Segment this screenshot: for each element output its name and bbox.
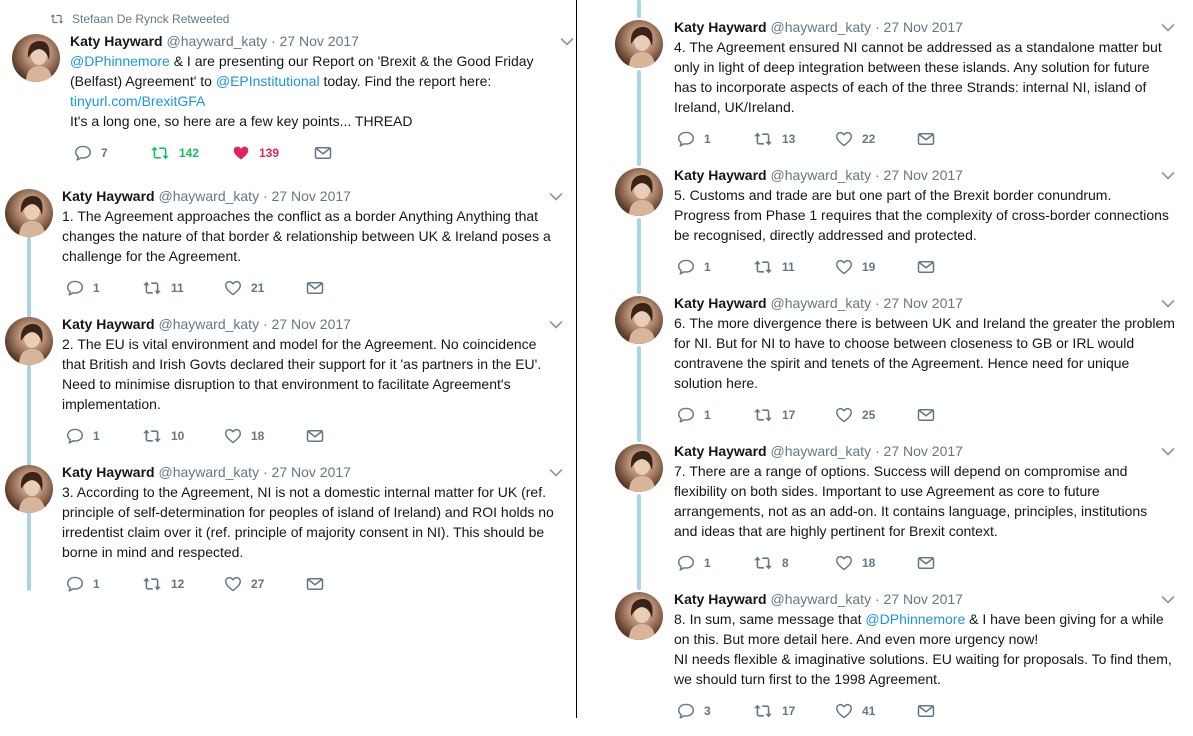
- tweet-text: [62, 482, 562, 562]
- retweet-button[interactable]: [150, 144, 199, 162]
- reply-count: 7: [101, 146, 108, 160]
- text-segment: has to incorporate aspects of each of the three Strands: internal NI, island of: [674, 79, 1147, 95]
- chevron-down-icon[interactable]: [549, 320, 563, 330]
- retweet-button[interactable]: [142, 427, 184, 445]
- text-segment: NI needs flexible & imaginative solutions. EU waiting for proposals. To find them,: [674, 651, 1172, 667]
- tweet-header: [674, 166, 1184, 184]
- tweet-text-line: [62, 206, 562, 226]
- tweet-header: [674, 294, 1184, 312]
- author-handle[interactable]: @hayward_katy: [158, 316, 260, 332]
- tweet-date[interactable]: 27 Nov 2017: [279, 33, 359, 49]
- like-count: 139: [259, 146, 280, 160]
- tweet-actions: [677, 258, 977, 276]
- text-segment: 3. According to the Agreement, NI is not a domestic internal matter for UK (ref.: [62, 484, 546, 500]
- retweet-icon: [753, 703, 773, 719]
- avatar[interactable]: [615, 168, 663, 216]
- thread-connector-line: [637, 494, 641, 590]
- text-segment: borne in mind and respected.: [62, 544, 244, 560]
- tweet-actions: [677, 130, 977, 148]
- reply-count: 1: [704, 556, 711, 570]
- author-handle[interactable]: @hayward_katy: [770, 591, 872, 607]
- tweet-actions: [677, 554, 977, 572]
- message-icon: [917, 704, 935, 718]
- retweet-button[interactable]: [142, 575, 184, 593]
- tweet-actions: [677, 406, 977, 424]
- reply-button[interactable]: [677, 406, 711, 424]
- text-segment: arrangements, not as an add-on. It contains language, principles, institutions: [674, 503, 1148, 519]
- text-segment: 4. The Agreement ensured NI cannot be addressed as a standalone matter but: [674, 39, 1162, 55]
- text-segment: Ireland, UK/Ireland.: [674, 99, 795, 115]
- reply-count: 1: [93, 577, 100, 591]
- like-count: 27: [251, 577, 265, 591]
- text-segment: 1. The Agreement approaches the conflict as a border Anything Anything that: [62, 208, 539, 224]
- like-button[interactable]: [224, 575, 264, 593]
- mention-link[interactable]: @DPhinnemore: [865, 611, 966, 627]
- direct-message-button[interactable]: [917, 702, 935, 720]
- reply-button[interactable]: [677, 130, 711, 148]
- author-name[interactable]: Katy Hayward: [674, 167, 767, 183]
- retweet-button[interactable]: [753, 406, 795, 424]
- tweet-text: [674, 185, 1184, 245]
- like-icon: [835, 407, 853, 423]
- like-button[interactable]: [835, 554, 875, 572]
- tweet-text-line: [674, 669, 1184, 689]
- author-handle[interactable]: @hayward_katy: [770, 295, 872, 311]
- retweet-icon: [142, 576, 162, 592]
- text-segment: challenge for the Agreement.: [62, 248, 242, 264]
- text-segment: irredentist claim over it (ref. principle of majority consent in NI). This should be: [62, 524, 545, 540]
- retweet-button[interactable]: [753, 702, 795, 720]
- tweet-body: [674, 166, 1184, 245]
- retweet-count: 13: [782, 132, 796, 146]
- text-segment: on this. But more detail here. And even more urgency now!: [674, 631, 1039, 647]
- author-name[interactable]: Katy Hayward: [674, 591, 767, 607]
- tweet-text-line: [674, 629, 1184, 649]
- text-segment: & I are presenting our Report on 'Brexit & the Good Friday: [169, 53, 534, 69]
- like-count: 19: [862, 260, 876, 274]
- direct-message-button[interactable]: [306, 427, 324, 445]
- tweet-text-line: [674, 225, 1184, 245]
- retweet-icon: [753, 131, 773, 147]
- tweet-text-line: [62, 542, 562, 562]
- separator-dot: ·: [259, 316, 272, 332]
- reply-button[interactable]: [66, 427, 100, 445]
- tweet-text: [674, 37, 1184, 117]
- direct-message-button[interactable]: [917, 258, 935, 276]
- text-segment: 8. In sum, same message that: [674, 611, 866, 627]
- author-handle[interactable]: @hayward_katy: [770, 19, 872, 35]
- message-icon: [306, 429, 324, 443]
- like-icon: [224, 428, 242, 444]
- reply-icon: [677, 131, 695, 147]
- reply-count: 1: [93, 281, 100, 295]
- tweet-text-line: [674, 501, 1184, 521]
- direct-message-button[interactable]: [314, 144, 332, 162]
- retweet-count: 11: [782, 260, 795, 274]
- tweet-text-line: [62, 374, 562, 394]
- tweet-text: [674, 313, 1184, 393]
- text-segment: be recognised, directly addressed and protected.: [674, 227, 977, 243]
- url-link[interactable]: tinyurl.com/BrexitGFA: [70, 93, 206, 109]
- tweet-body: [674, 18, 1184, 117]
- chevron-down-icon[interactable]: [549, 468, 563, 478]
- text-segment: 7. There are a range of options. Success will depend on compromise and: [674, 463, 1128, 479]
- author-handle[interactable]: @hayward_katy: [166, 33, 268, 49]
- tweet-date[interactable]: 27 Nov 2017: [271, 464, 351, 480]
- retweet-button[interactable]: [753, 258, 795, 276]
- tweet-header: [62, 187, 562, 205]
- like-count: 21: [251, 281, 265, 295]
- tweet-body: [674, 294, 1184, 393]
- separator-dot: ·: [871, 591, 884, 607]
- right-column: [577, 0, 1193, 736]
- tweet-actions: [74, 144, 374, 162]
- retweet-icon: [753, 555, 773, 571]
- separator-dot: ·: [871, 443, 884, 459]
- like-icon: [835, 259, 853, 275]
- tweet-text: [62, 334, 562, 414]
- thread-connector-line: [637, 346, 641, 442]
- tweet-text: [62, 206, 562, 266]
- author-handle[interactable]: @hayward_katy: [770, 167, 872, 183]
- reply-button[interactable]: [677, 258, 711, 276]
- tweet-text-line: [62, 522, 562, 542]
- like-button[interactable]: [835, 258, 875, 276]
- tweet-date[interactable]: 27 Nov 2017: [271, 188, 351, 204]
- tweet-text-line: [674, 521, 1184, 541]
- text-segment: and ideas that are highly pertinent for Brexit context.: [674, 523, 998, 539]
- avatar[interactable]: [615, 592, 663, 640]
- tweet-text: [674, 461, 1184, 541]
- tweet-text-line: [674, 57, 1184, 77]
- tweet-body: [62, 187, 562, 266]
- reply-icon: [66, 576, 84, 592]
- tweet-text-line: [62, 354, 562, 374]
- chevron-down-icon[interactable]: [1161, 447, 1175, 457]
- tweet-text-line: [674, 97, 1184, 117]
- reply-icon: [677, 703, 695, 719]
- tweet-text-line: [62, 246, 562, 266]
- tweet-text-line: [62, 502, 562, 522]
- tweet-text-line: [62, 482, 562, 502]
- thread-connector-line: [637, 218, 641, 294]
- message-icon: [917, 556, 935, 570]
- text-segment: changes the nature of that border & relationship between UK & Ireland poses a: [62, 228, 551, 244]
- retweet-button[interactable]: [142, 279, 184, 297]
- retweet-icon: [753, 407, 773, 423]
- like-button[interactable]: [835, 702, 875, 720]
- direct-message-button[interactable]: [917, 406, 935, 424]
- chevron-down-icon[interactable]: [560, 37, 574, 47]
- tweet-text-line: [674, 373, 1184, 393]
- left-column: [0, 0, 576, 736]
- message-icon: [917, 260, 935, 274]
- retweet-icon: [150, 145, 170, 161]
- reply-button[interactable]: [66, 575, 100, 593]
- mention-link[interactable]: @EPInstitutional: [215, 73, 320, 89]
- author-name[interactable]: Katy Hayward: [674, 19, 767, 35]
- like-icon: [835, 131, 853, 147]
- retweet-count: 142: [179, 146, 200, 160]
- avatar[interactable]: [5, 189, 53, 237]
- text-segment: contravene the spirit and tenets of the Agreement. Hence need for unique: [674, 355, 1130, 371]
- retweet-count: 11: [171, 281, 184, 295]
- reply-icon: [66, 428, 84, 444]
- text-segment: & I have been giving for a while: [965, 611, 1164, 627]
- message-icon: [306, 281, 324, 295]
- text-segment: (Belfast) Agreement' to: [70, 73, 216, 89]
- tweet-text-line: [674, 205, 1184, 225]
- text-segment: 6. The more divergence there is between UK and Ireland the greater the problem: [674, 315, 1175, 331]
- text-segment: 2. The EU is vital environment and model for the Agreement. No coincidence: [62, 336, 537, 352]
- author-handle[interactable]: @hayward_katy: [770, 443, 872, 459]
- author-handle[interactable]: @hayward_katy: [158, 464, 260, 480]
- text-segment: that British and Irish Govts declared their support for it 'as partners in the EU'.: [62, 356, 542, 372]
- tweet-text-line: [70, 51, 570, 71]
- text-segment: solution here.: [674, 375, 759, 391]
- author-name[interactable]: Katy Hayward: [62, 188, 155, 204]
- separator-dot: ·: [267, 33, 280, 49]
- message-icon: [314, 146, 332, 160]
- chevron-down-icon[interactable]: [1161, 299, 1175, 309]
- separator-dot: ·: [871, 19, 884, 35]
- tweet-text-line: [674, 313, 1184, 333]
- text-segment: principle of self-determination for peoples of island of Ireland) and ROI holds no: [62, 504, 554, 520]
- retweet-count: 12: [171, 577, 185, 591]
- tweet-text-line: [674, 481, 1184, 501]
- text-segment: today. Find the report here:: [319, 73, 492, 89]
- tweet-text-line: [70, 71, 570, 91]
- reply-count: 3: [704, 704, 711, 718]
- chevron-down-icon[interactable]: [1161, 171, 1175, 181]
- text-segment: Progress from Phase 1 requires that the complexity of cross-border connections: [674, 207, 1169, 223]
- like-icon: [835, 703, 853, 719]
- like-count: 25: [862, 408, 876, 422]
- tweet-header: [70, 32, 570, 50]
- reply-icon: [677, 407, 695, 423]
- text-segment: Need to minimise disruption to that environment to facilitate Agreement's: [62, 376, 511, 392]
- text-segment: for NI. But for NI to have to choose between closeness to GB or IRL would: [674, 335, 1135, 351]
- tweet-header: [674, 442, 1184, 460]
- retweet-button[interactable]: [753, 554, 789, 572]
- reply-button[interactable]: [74, 144, 108, 162]
- reply-icon: [74, 145, 92, 161]
- mention-link[interactable]: @DPhinnemore: [70, 53, 170, 69]
- avatar[interactable]: [5, 317, 53, 365]
- tweet-text: [70, 51, 570, 131]
- author-name[interactable]: Katy Hayward: [674, 295, 767, 311]
- like-count: 22: [862, 132, 876, 146]
- like-count: 18: [862, 556, 876, 570]
- text-segment: It's a long one, so here are a few key points... THREAD: [70, 113, 413, 129]
- like-button[interactable]: [835, 130, 875, 148]
- direct-message-button[interactable]: [917, 130, 935, 148]
- direct-message-button[interactable]: [306, 279, 324, 297]
- tweet-text-line: [674, 609, 1184, 629]
- tweet-header: [674, 590, 1184, 608]
- like-icon: [224, 576, 242, 592]
- tweet-actions: [66, 575, 366, 593]
- tweet-text-line: [674, 461, 1184, 481]
- tweet-body: [62, 315, 562, 414]
- retweet-count: 17: [782, 704, 796, 718]
- like-icon: [224, 280, 242, 296]
- like-button[interactable]: [224, 427, 264, 445]
- retweeted-by-label: Stefaan De Rynck Retweeted: [72, 12, 230, 26]
- reply-button[interactable]: [677, 554, 711, 572]
- like-icon: [835, 555, 853, 571]
- avatar[interactable]: [615, 296, 663, 344]
- avatar[interactable]: [615, 444, 663, 492]
- separator-dot: ·: [871, 295, 884, 311]
- tweet-text-line: [62, 226, 562, 246]
- avatar[interactable]: [12, 34, 60, 82]
- thread-connector-line: [637, 0, 641, 18]
- author-name[interactable]: Katy Hayward: [62, 464, 155, 480]
- author-name[interactable]: Katy Hayward: [674, 443, 767, 459]
- tweet-text-line: [62, 394, 562, 414]
- tweet-date[interactable]: 27 Nov 2017: [883, 295, 963, 311]
- tweet-body: [674, 590, 1184, 689]
- tweet-header: [62, 315, 562, 333]
- tweet-text-line: [674, 77, 1184, 97]
- retweet-count: 10: [171, 429, 185, 443]
- retweet-count: 17: [782, 408, 796, 422]
- author-name[interactable]: Katy Hayward: [62, 316, 155, 332]
- tweet-header: [62, 463, 562, 481]
- tweet-date[interactable]: 27 Nov 2017: [883, 19, 963, 35]
- tweet-date[interactable]: 27 Nov 2017: [883, 443, 963, 459]
- tweet-date[interactable]: 27 Nov 2017: [883, 591, 963, 607]
- tweet-text-line: [674, 333, 1184, 353]
- tweet-header: [674, 18, 1184, 36]
- message-icon: [917, 132, 935, 146]
- thread-connector-line: [637, 70, 641, 166]
- reply-count: 1: [704, 260, 711, 274]
- tweet-text-line: [70, 111, 570, 131]
- tweet-text: [674, 609, 1184, 689]
- avatar[interactable]: [615, 20, 663, 68]
- tweet-date[interactable]: 27 Nov 2017: [883, 167, 963, 183]
- retweet-icon: [142, 428, 162, 444]
- message-icon: [306, 577, 324, 591]
- separator-dot: ·: [871, 167, 884, 183]
- tweet-text-line: [70, 91, 570, 111]
- retweet-button[interactable]: [753, 130, 795, 148]
- separator-dot: ·: [259, 464, 272, 480]
- tweet-body: [674, 442, 1184, 541]
- reply-icon: [677, 259, 695, 275]
- chevron-down-icon[interactable]: [1161, 595, 1175, 605]
- tweet-actions: [66, 279, 366, 297]
- retweet-count: 8: [782, 556, 789, 570]
- text-segment: implementation.: [62, 396, 161, 412]
- author-name[interactable]: Katy Hayward: [70, 33, 163, 49]
- author-handle[interactable]: @hayward_katy: [158, 188, 260, 204]
- tweet-text-line: [674, 37, 1184, 57]
- like-button[interactable]: [224, 279, 264, 297]
- like-icon: [232, 145, 250, 161]
- like-count: 18: [251, 429, 265, 443]
- tweet-text-line: [674, 649, 1184, 669]
- tweet-text-line: [62, 334, 562, 354]
- text-segment: 5. Customs and trade are but one part of the Brexit border conundrum.: [674, 187, 1112, 203]
- reply-count: 1: [704, 132, 711, 146]
- tweet-text-line: [674, 353, 1184, 373]
- retweet-icon: [753, 259, 773, 275]
- tweet-actions: [677, 702, 977, 720]
- tweet-text-line: [674, 185, 1184, 205]
- text-segment: only in light of deep integration between these islands. Any solution for future: [674, 59, 1150, 75]
- reply-button[interactable]: [66, 279, 100, 297]
- retweet-icon: [50, 13, 64, 25]
- reply-icon: [66, 280, 84, 296]
- separator-dot: ·: [259, 188, 272, 204]
- direct-message-button[interactable]: [306, 575, 324, 593]
- reply-button[interactable]: [677, 702, 711, 720]
- chevron-down-icon[interactable]: [549, 192, 563, 202]
- tweet-body: [62, 463, 562, 562]
- like-count: 41: [862, 704, 876, 718]
- message-icon: [917, 408, 935, 422]
- retweeted-banner: [50, 12, 229, 26]
- direct-message-button[interactable]: [917, 554, 935, 572]
- retweet-icon: [142, 280, 162, 296]
- text-segment: we should turn first to the 1998 Agreement.: [674, 671, 941, 687]
- reply-count: 1: [704, 408, 711, 422]
- chevron-down-icon[interactable]: [1161, 23, 1175, 33]
- reply-icon: [677, 555, 695, 571]
- tweet-date[interactable]: 27 Nov 2017: [271, 316, 351, 332]
- reply-count: 1: [93, 429, 100, 443]
- text-segment: flexibility on both sides. Important to use Agreement as core to future: [674, 483, 1100, 499]
- like-button[interactable]: [835, 406, 875, 424]
- tweet-body: [70, 32, 570, 131]
- tweet-actions: [66, 427, 366, 445]
- like-button[interactable]: [232, 144, 279, 162]
- avatar[interactable]: [5, 465, 53, 513]
